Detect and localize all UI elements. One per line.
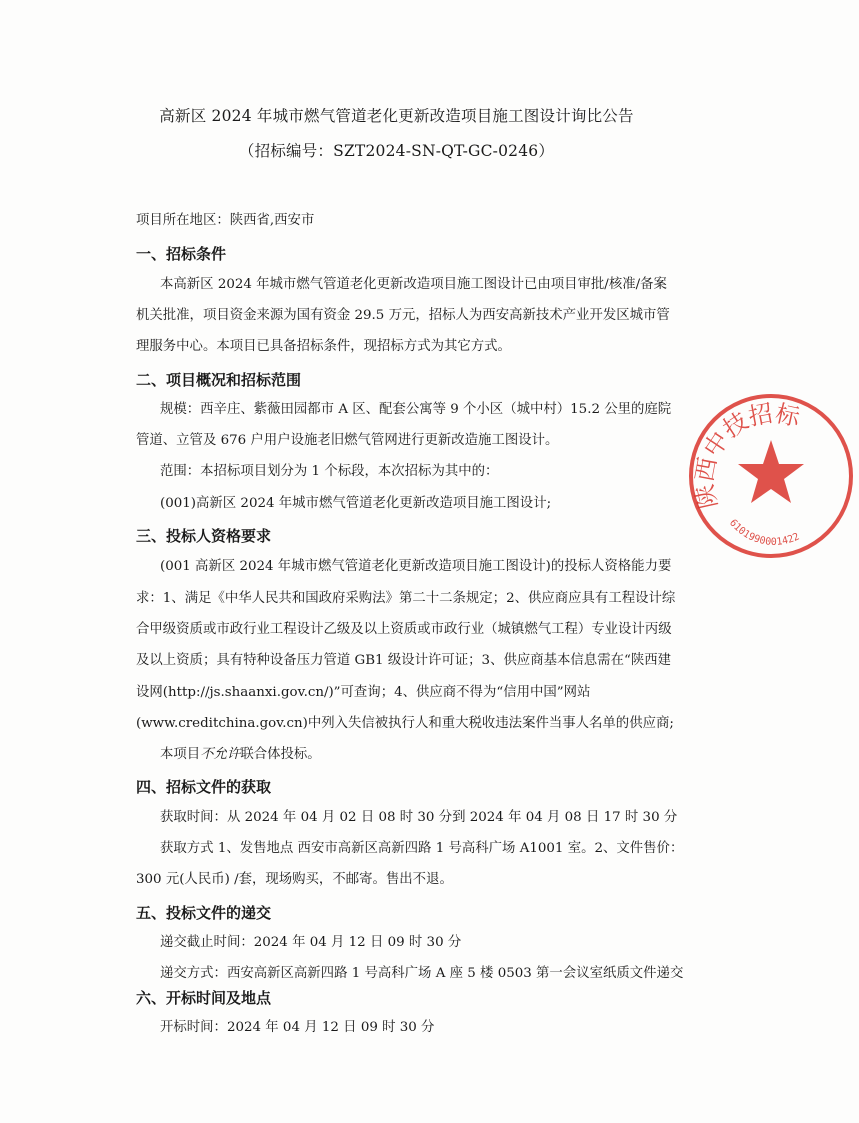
project-location: 项目所在地区：陕西省,西安市 <box>136 213 315 228</box>
seal-star-icon <box>738 440 804 503</box>
seal-name-text: 陕西中技招标 <box>690 399 803 512</box>
paragraph-line: 获取时间：从 2024 年 04 月 02 日 08 时 30 分到 2024 年 04 月 08 日 17 时 30 分 <box>160 810 678 825</box>
paragraph-line: 及以上资质；具有特种设备压力管道 GB1 级设计许可证；3、供应商基本信息需在“陕西建 <box>136 653 671 668</box>
paragraph-line: 300 元(人民币) /套，现场购买，不邮寄。售出不退。 <box>136 872 453 887</box>
section-heading-document-acquisition: 四、招标文件的获取 <box>136 778 272 796</box>
paragraph-line: 开标时间：2024 年 04 月 12 日 09 时 30 分 <box>160 1020 435 1035</box>
section-heading-bidder-qualifications: 三、投标人资格要求 <box>136 527 272 545</box>
consortium-emphasis: 不允许 <box>200 747 241 762</box>
official-seal-stamp <box>683 388 859 564</box>
paragraph-line: (www.creditchina.gov.cn)中列入失信被执行人和重大税收违法案件当事人名单的供应商; <box>136 716 674 731</box>
paragraph-line: (001)高新区 2024 年城市燃气管道老化更新改造项目施工图设计; <box>160 496 552 511</box>
paragraph-line: 求：1、满足《中华人民共和国政府采购法》第二十二条规定；2、供应商应具有工程设计综 <box>136 591 676 606</box>
consortium-statement <box>160 745 321 765</box>
section-heading-bid-submission: 五、投标文件的递交 <box>136 904 272 922</box>
tender-number: （招标编号：SZT2024-SN-QT-GC-0246） <box>238 142 555 160</box>
paragraph-line: 范围：本招标项目划分为 1 个标段，本次招标为其中的： <box>160 464 499 479</box>
paragraph-line: (001 高新区 2024 年城市燃气管道老化更新改造项目施工图设计)的投标人资格能力要 <box>160 559 672 574</box>
paragraph-line: 规模：西辛庄、紫薇田园都市 A 区、配套公寓等 9 个小区（城中村）15.2 公里的庭院 <box>160 402 672 417</box>
paragraph-line: 理服务中心。本项目已具备招标条件，现招标方式为其它方式。 <box>136 339 511 354</box>
section-heading-tender-conditions: 一、招标条件 <box>136 245 227 263</box>
consortium-prefix: 本项目 <box>160 747 201 762</box>
paragraph-line: 合甲级资质或市政行业工程设计乙级及以上资质或市政行业（城镇燃气工程）专业设计丙级 <box>136 622 672 637</box>
section-heading-project-overview: 二、项目概况和招标范围 <box>136 371 302 389</box>
paragraph-line: 机关批准，项目资金来源为国有资金 29.5 万元，招标人为西安高新技术产业开发区城市管 <box>136 308 670 323</box>
seal-number-text: 6101990001422 <box>726 517 802 548</box>
section-heading-bid-opening: 六、开标时间及地点 <box>136 989 272 1007</box>
paragraph-line: 设网(http://js.shaanxi.gov.cn/)”可查询；4、供应商不得为“信用中国”网站 <box>136 685 591 700</box>
paragraph-line: 获取方式 1、发售地点 西安市高新区高新四路 1 号高科广场 A1001 室。2、文件售价： <box>160 841 684 856</box>
consortium-suffix: 联合体投标。 <box>240 747 321 762</box>
paragraph-line: 管道、立管及 676 户用户设施老旧燃气管网进行更新改造施工图设计。 <box>136 433 559 448</box>
paragraph-line: 递交截止时间：2024 年 04 月 12 日 09 时 30 分 <box>160 935 462 950</box>
paragraph-line: 递交方式：西安高新区高新四路 1 号高科广场 A 座 5 楼 0503 第一会议室纸质文件递交 <box>160 966 684 981</box>
document-title: 高新区 2024 年城市燃气管道老化更新改造项目施工图设计询比公告 <box>159 107 634 125</box>
paragraph-line: 本高新区 2024 年城市燃气管道老化更新改造项目施工图设计已由项目审批/核准/备案 <box>160 277 667 292</box>
